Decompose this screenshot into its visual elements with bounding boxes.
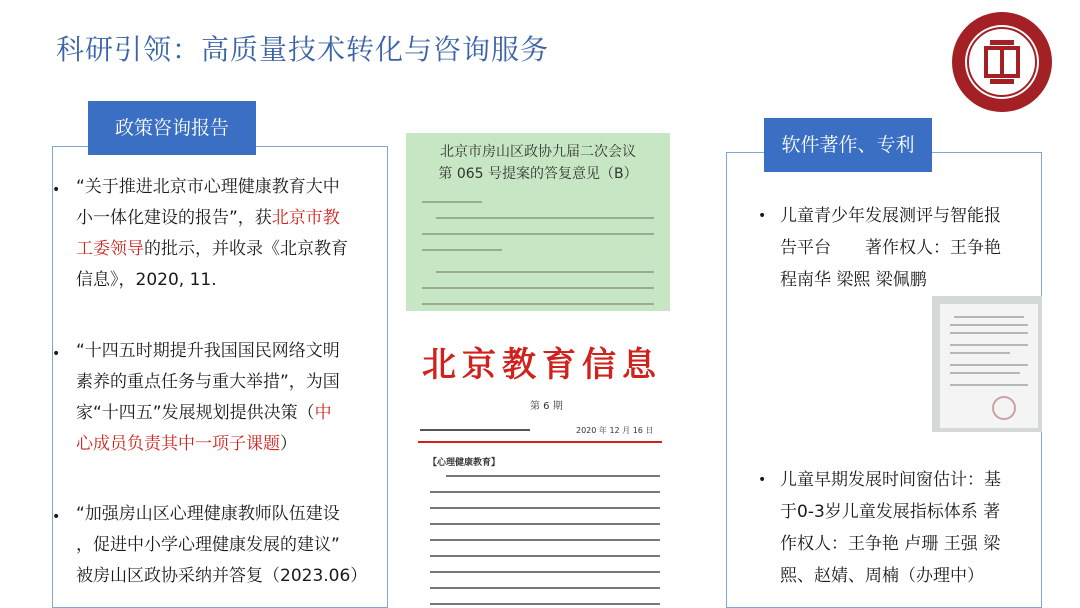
text-line	[422, 303, 654, 305]
item-text: 家“十四五”发展规划提供决策（	[76, 403, 315, 423]
item-text-line	[76, 234, 380, 265]
text-line	[430, 603, 660, 605]
text-line	[436, 217, 654, 219]
item-text-line: 作权人：王争艳 卢珊 王强 梁	[780, 534, 1001, 554]
software-patent-item	[780, 200, 1040, 296]
text-line	[430, 555, 660, 557]
item-text-line	[76, 499, 380, 530]
proposal-reply-document	[406, 133, 670, 311]
item-text-line: 于0-3岁儿童发展指标体系 著	[780, 502, 1001, 522]
text-line	[422, 249, 502, 251]
bullet-marker: •	[52, 509, 61, 525]
item-text: “十四五时期提升我国国民网络文明	[76, 341, 340, 361]
text-line	[430, 571, 660, 573]
doc-title-line1: 北京市房山区政协九届二次会议	[440, 144, 636, 160]
text-line	[422, 201, 482, 203]
item-text-line	[76, 398, 380, 429]
item-text-line: 儿童青少年发展测评与智能报	[780, 206, 1001, 226]
text-line	[420, 429, 530, 431]
doc-section: 【心理健康教育】	[428, 458, 501, 468]
bullet-marker: •	[758, 208, 767, 224]
item-text-line	[76, 265, 380, 296]
text-line	[422, 287, 654, 289]
item-text-line: 程南华 梁熙 梁佩鹏	[780, 270, 927, 290]
doc-date: 2020 年 12 月 16 日	[576, 426, 654, 435]
item-text-line	[76, 203, 380, 234]
software-copyright-certificate-image	[932, 296, 1042, 432]
policy-report-header: 政策咨询报告	[88, 101, 256, 155]
doc-masthead: 北京教育信息	[422, 345, 662, 385]
item-text-line	[76, 429, 380, 460]
text-line	[422, 233, 654, 235]
item-text-line: 儿童早期发展时间窗估计：基	[780, 470, 1001, 490]
text-line	[436, 271, 654, 273]
university-seal-logo	[950, 10, 1054, 114]
item-text-line	[76, 561, 380, 592]
bullet-marker: •	[52, 182, 61, 198]
highlight-text: 心成员负责其中一项子课题	[76, 434, 280, 454]
highlight-text: 中	[314, 403, 332, 423]
text-line	[430, 507, 660, 509]
item-text: “加强房山区心理健康教师队伍建设	[76, 504, 340, 524]
text-line	[430, 491, 660, 493]
highlight-text: 工委领导	[76, 239, 144, 259]
item-text: 素养的重点任务与重大举措”，为国	[76, 372, 340, 392]
red-divider	[418, 441, 662, 443]
item-text: “关于推进北京市心理健康教育大中	[76, 177, 340, 197]
software-patent-header: 软件著作、专利	[764, 118, 932, 172]
item-text: ）	[280, 434, 297, 454]
policy-report-item	[76, 499, 380, 592]
text-line	[430, 523, 660, 525]
item-text: 小一体化建设的报告”，获	[76, 208, 272, 228]
doc-issue: 第 6 期	[530, 401, 563, 412]
bullet-marker: •	[52, 346, 61, 362]
policy-report-item	[76, 336, 380, 460]
item-text-line	[76, 172, 380, 203]
text-line	[446, 475, 660, 477]
item-text-line	[76, 530, 380, 561]
software-patent-item	[780, 464, 1040, 592]
item-text: 被房山区政协采纳并答复（2023.06）	[76, 566, 368, 586]
item-text: 信息》，2020, 11.	[76, 270, 217, 290]
bullet-marker: •	[758, 472, 767, 488]
item-text: ，促进中小学心理健康发展的建议”	[76, 535, 340, 555]
text-line	[430, 587, 660, 589]
beijing-education-info-document	[406, 311, 674, 608]
item-text-line	[76, 336, 380, 367]
text-line	[430, 539, 660, 541]
item-text-line: 熙、赵婧、周楠（办理中）	[780, 566, 984, 586]
highlight-text: 北京市教	[271, 208, 340, 228]
page-title: 科研引领：高质量技术转化与咨询服务	[56, 33, 550, 66]
item-text: 的批示，并收录《北京教育	[144, 239, 348, 259]
item-text-line: 告平台 著作权人：王争艳	[780, 238, 1001, 258]
doc-title-line2: 第 065 号提案的答复意见（B）	[438, 166, 638, 182]
policy-report-item	[76, 172, 380, 296]
item-text-line	[76, 367, 380, 398]
